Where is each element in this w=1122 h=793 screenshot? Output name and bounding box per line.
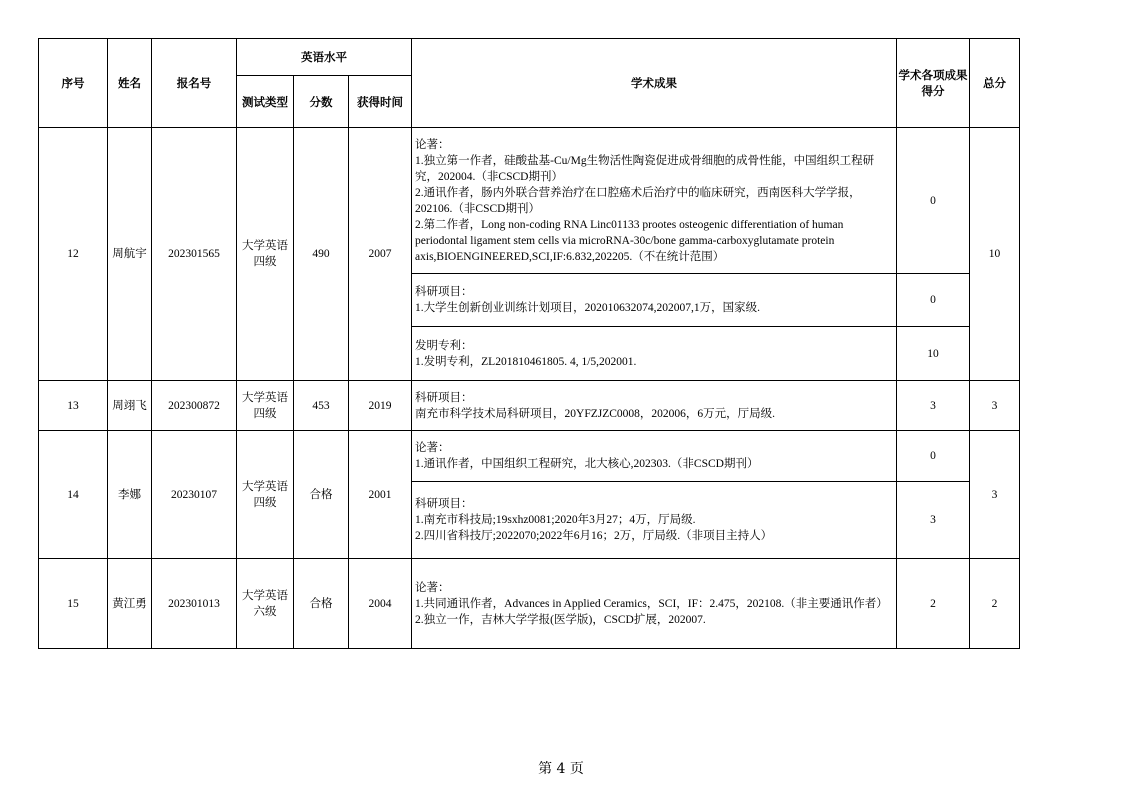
cell-test-type: 大学英语四级: [237, 431, 294, 559]
cell-name: 周航宇: [108, 128, 152, 381]
cell-total: 3: [970, 381, 1020, 431]
cell-score: 490: [294, 128, 349, 381]
cell-test-type: 大学英语四级: [237, 128, 294, 381]
cell-name: 黄江勇: [108, 559, 152, 649]
achievement-score: 0: [897, 431, 970, 482]
achievement-line: 1.独立第一作者，硅酸盐基-Cu/Mg生物活性陶瓷促进成骨细胞的成骨性能，中国组织工程研究，202004.（非CSCD期刊）: [415, 154, 875, 183]
cell-obtained: 2019: [349, 381, 412, 431]
cell-seq: 13: [39, 381, 108, 431]
header-total: 总分: [970, 39, 1020, 128]
cell-score: 合格: [294, 431, 349, 559]
achievement-cell: [412, 327, 897, 381]
achievement-line: 1.发明专利，ZL201810461805. 4, 1/5,202001.: [415, 355, 637, 368]
achievement-heading: 论著：: [415, 138, 450, 151]
achievement-cell: [412, 381, 897, 431]
table-row: [39, 128, 1020, 274]
cell-total: 3: [970, 431, 1020, 559]
table-row: [39, 431, 1020, 482]
achievement-score: 0: [897, 128, 970, 274]
header-reg-no: 报名号: [152, 39, 237, 128]
achievement-score: 10: [897, 327, 970, 381]
table-row: [39, 559, 1020, 649]
cell-name: 周翊飞: [108, 381, 152, 431]
cell-total: 10: [970, 128, 1020, 381]
cell-score: 453: [294, 381, 349, 431]
cell-test-type: 大学英语六级: [237, 559, 294, 649]
cell-reg-no: 202301013: [152, 559, 237, 649]
achievement-cell: [412, 559, 897, 649]
table-body: [39, 128, 1020, 649]
cell-obtained: 2001: [349, 431, 412, 559]
achievement-cell: [412, 128, 897, 274]
achievement-cell: [412, 431, 897, 482]
header-score: 分数: [294, 76, 349, 128]
achievement-score: 0: [897, 274, 970, 327]
achievement-line: 1.大学生创新创业训练计划项目，202010632074,202007,1万，国家级.: [415, 302, 761, 314]
cell-reg-no: 202300872: [152, 381, 237, 431]
achievement-heading: 论著：: [415, 442, 450, 454]
achievement-line: 2.通讯作者，肠内外联合营养治疗在口腔癌术后治疗中的临床研究，西南医科大学学报，202106.（非CSCD期刊）: [415, 186, 861, 215]
cell-test-type: 大学英语四级: [237, 381, 294, 431]
achievement-heading: 发明专利：: [415, 339, 473, 352]
cell-reg-no: 202301565: [152, 128, 237, 381]
achievement-score: 2: [897, 559, 970, 649]
achievement-heading: 科研项目：: [415, 286, 473, 298]
table-row: [39, 381, 1020, 431]
score-table: [38, 38, 1020, 649]
cell-seq: 12: [39, 128, 108, 381]
cell-total: 2: [970, 559, 1020, 649]
cell-seq: 14: [39, 431, 108, 559]
cell-name: 李娜: [108, 431, 152, 559]
achievement-cell: [412, 482, 897, 559]
achievement-line: 1.共同通讯作者，Advances in Applied Ceramics，SCI，IF：2.475，202108.（非主要通讯作者）: [415, 597, 888, 610]
header-english: 英语水平: [237, 39, 412, 76]
achievement-line: 南充市科学技术局科研项目，20YFZJZC0008，202006，6万元，厅局级.: [415, 407, 776, 420]
header-name: 姓名: [108, 39, 152, 128]
achievement-line: 2.独立一作，吉林大学学报(医学版)，CSCD扩展，202007.: [415, 613, 706, 626]
cell-reg-no: 20230107: [152, 431, 237, 559]
cell-seq: 15: [39, 559, 108, 649]
header-achievements: 学术成果: [412, 39, 897, 128]
cell-score: 合格: [294, 559, 349, 649]
header-test-type: 测试类型: [237, 76, 294, 128]
header-ach-score: 学术各项成果得分: [897, 39, 970, 128]
header-obtained: 获得时间: [349, 76, 412, 128]
achievement-line: 2.第二作者，Long non-coding RNA Linc01133 prootes osteogenic differentiation of human periodontal ligament stem cells via microRNA-30c/bone gamma-carboxyglutamate protein axis,BIOENGINEERED,SCI,IF:6.832,202205.（不在统计范围）: [415, 218, 847, 263]
page-number: 第 4 页: [538, 761, 584, 777]
achievement-heading: 科研项目：: [415, 498, 473, 510]
achievement-heading: 科研项目：: [415, 391, 473, 404]
header-seq: 序号: [39, 39, 108, 128]
achievement-line: 1.南充市科技局;19sxhz0081;2020年3月27；4万，厅局级.: [415, 514, 696, 526]
achievement-line: 2.四川省科技厅;2022070;2022年6月16；2万，厅局级.（非项目主持人）: [415, 530, 773, 542]
cell-obtained: 2007: [349, 128, 412, 381]
achievement-heading: 论著：: [415, 581, 450, 594]
achievement-score: 3: [897, 381, 970, 431]
achievement-line: 1.通讯作者，中国组织工程研究，北大核心,202303.（非CSCD期刊）: [415, 458, 759, 470]
cell-obtained: 2004: [349, 559, 412, 649]
achievement-cell: [412, 274, 897, 327]
achievement-score: 3: [897, 482, 970, 559]
